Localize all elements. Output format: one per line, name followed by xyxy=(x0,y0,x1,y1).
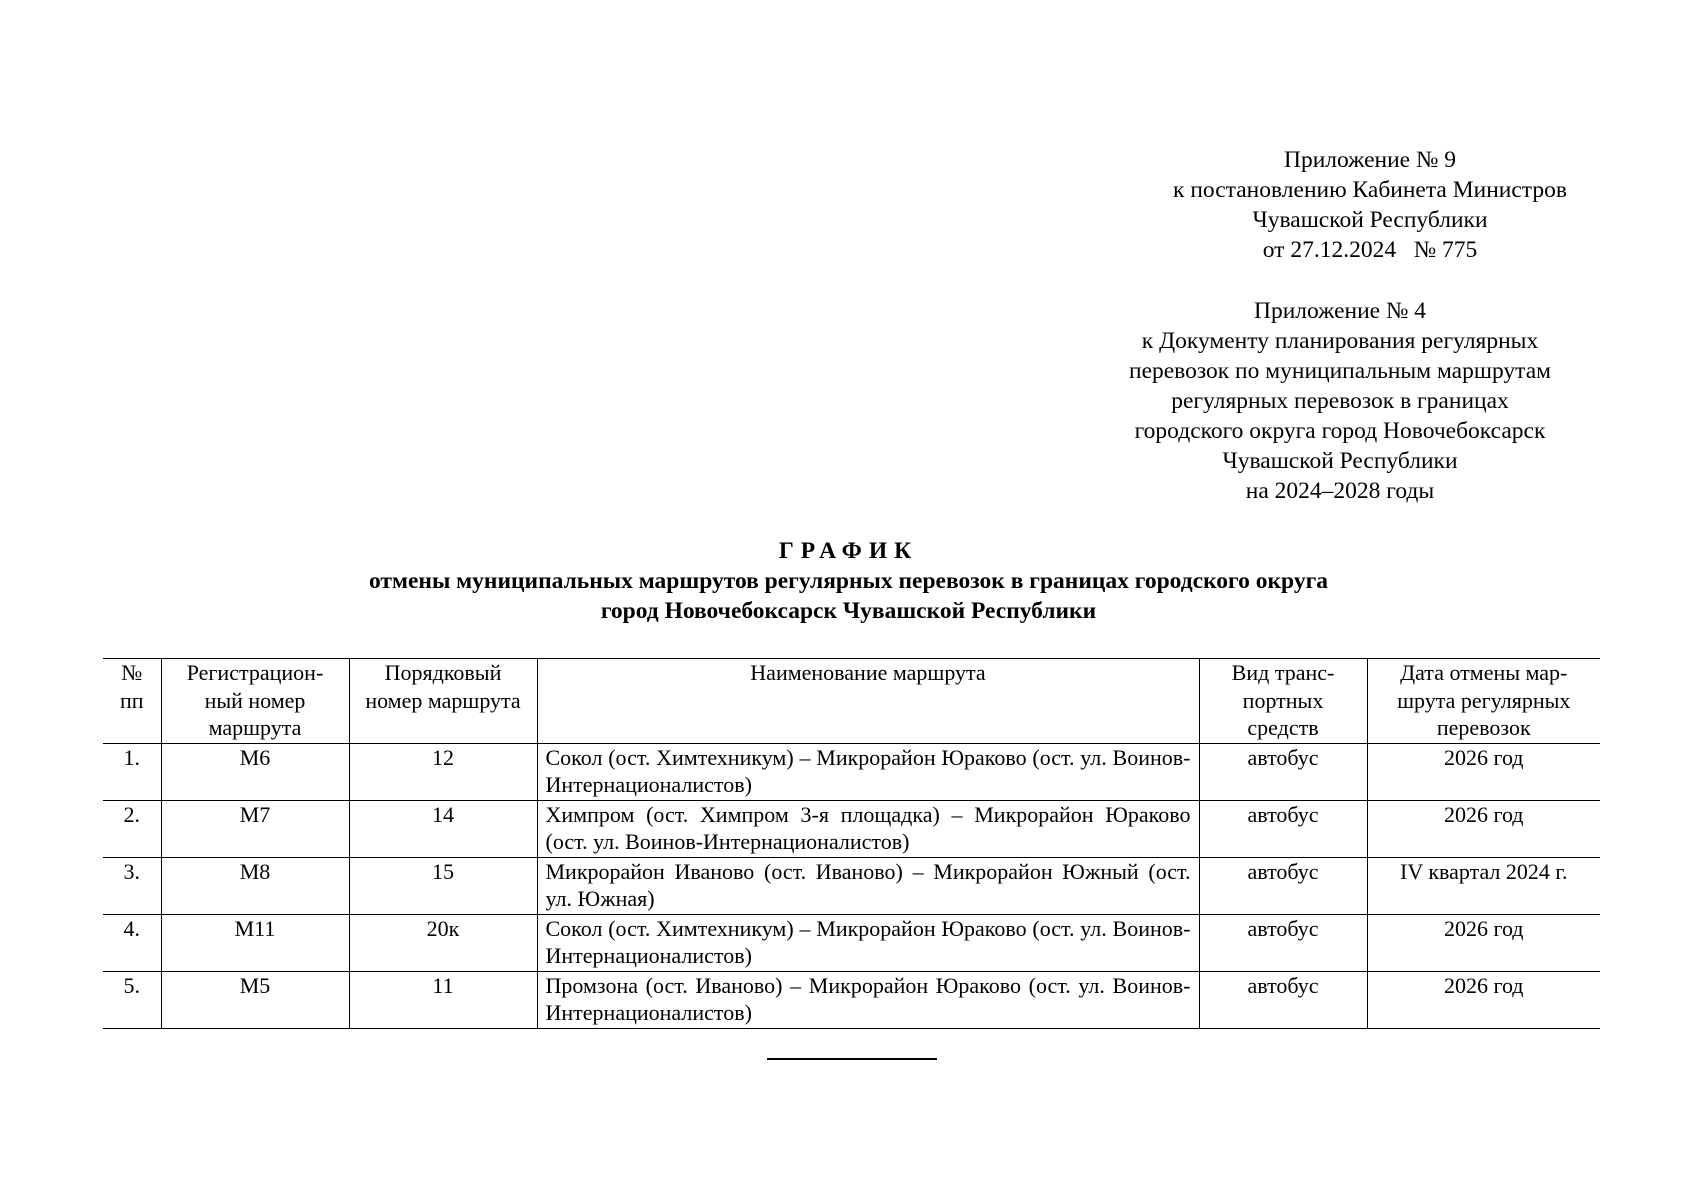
table-row xyxy=(103,857,1600,914)
cell-seq-number: 14 xyxy=(349,800,537,857)
document-subtitle: город Новочебоксарск Чувашской Республики xyxy=(600,598,1097,624)
cell-reg-number: М7 xyxy=(161,800,349,857)
header-seq-number: Порядковый номер маршрута xyxy=(349,659,537,744)
cell-cancel-date: 2026 год xyxy=(1367,743,1600,800)
cell-route-name: Промзона (ост. Иваново) – Микрорайон Юраково (ост. ул. Воинов-Интернационалистов) xyxy=(537,971,1199,1028)
routes-table xyxy=(103,658,1600,1029)
end-of-document-divider xyxy=(767,1058,937,1060)
cell-seq-number: 12 xyxy=(349,743,537,800)
document-subtitle: отмены муниципальных маршрутов регулярных перевозок в границах городского округа xyxy=(368,568,1328,594)
annex-document-line: регулярных перевозок в границах xyxy=(1171,388,1509,414)
header-transport: Вид транс-портных средств xyxy=(1199,659,1367,744)
cell-transport: автобус xyxy=(1199,743,1367,800)
cell-reg-number: М5 xyxy=(161,971,349,1028)
cell-seq-number: 20к xyxy=(349,914,537,971)
cell-cancel-date: IV квартал 2024 г. xyxy=(1367,857,1600,914)
annex-document-number: Приложение № 4 xyxy=(1253,298,1427,324)
annex-cabinet-line: Чувашской Республики xyxy=(1252,207,1488,233)
document-title-block xyxy=(0,536,1697,626)
annex-document-block xyxy=(1050,296,1630,506)
annex-cabinet-line: к постановлению Кабинета Министров xyxy=(1173,177,1567,203)
annex-document-line: городского округа город Новочебоксарск xyxy=(1134,418,1546,444)
cell-transport: автобус xyxy=(1199,857,1367,914)
annex-document-line: Чувашской Республики xyxy=(1222,448,1458,474)
header-num: № пп xyxy=(119,660,144,713)
cell-transport: автобус xyxy=(1199,971,1367,1028)
header-route-name: Наименование маршрута xyxy=(537,659,1199,744)
header-cancel-date: Дата отмены мар-шрута регулярных перевозок xyxy=(1367,659,1600,744)
cell-reg-number: М8 xyxy=(161,857,349,914)
annex-document-line: к Документу планирования регулярных xyxy=(1141,328,1539,354)
annex-document-years: на 2024–2028 годы xyxy=(1245,478,1435,504)
cell-transport: автобус xyxy=(1199,914,1367,971)
annex-document-line: перевозок по муниципальным маршрутам xyxy=(1129,358,1551,384)
header-reg-number: Регистрацион-ный номер маршрута xyxy=(161,659,349,744)
cell-num: 3. xyxy=(123,858,140,884)
cell-seq-number: 11 xyxy=(349,971,537,1028)
cell-cancel-date: 2026 год xyxy=(1367,914,1600,971)
table-row xyxy=(103,743,1600,800)
cell-seq-number: 15 xyxy=(349,857,537,914)
cell-route-name: Сокол (ост. Химтехникум) – Микрорайон Юраково (ост. ул. Воинов-Интернационалистов) xyxy=(537,743,1199,800)
cell-route-name: Микрорайон Иваново (ост. Иваново) – Микрорайон Южный (ост. ул. Южная) xyxy=(537,857,1199,914)
cell-reg-number: М11 xyxy=(161,914,349,971)
cell-num: 4. xyxy=(123,915,140,941)
cell-transport: автобус xyxy=(1199,800,1367,857)
cell-cancel-date: 2026 год xyxy=(1367,800,1600,857)
document-heading: ГРАФИК xyxy=(778,538,919,564)
cell-reg-number: М6 xyxy=(161,743,349,800)
table-header-row xyxy=(103,659,1600,744)
cell-num: 2. xyxy=(123,801,140,827)
cell-route-name: Сокол (ост. Химтехникум) – Микрорайон Юраково (ост. ул. Воинов-Интернационалистов) xyxy=(537,914,1199,971)
cell-num: 1. xyxy=(123,744,140,770)
cell-route-name: Химпром (ост. Химпром 3-я площадка) – Микрорайон Юраково (ост. ул. Воинов-Интернационалистов) xyxy=(537,800,1199,857)
table-row xyxy=(103,971,1600,1028)
table-row xyxy=(103,914,1600,971)
table-row xyxy=(103,800,1600,857)
cell-cancel-date: 2026 год xyxy=(1367,971,1600,1028)
annex-cabinet-date: от 27.12.2024 № 775 xyxy=(1262,237,1478,263)
annex-cabinet-block xyxy=(1080,145,1660,265)
cell-num: 5. xyxy=(123,972,140,998)
annex-cabinet-number: Приложение № 9 xyxy=(1283,147,1457,173)
